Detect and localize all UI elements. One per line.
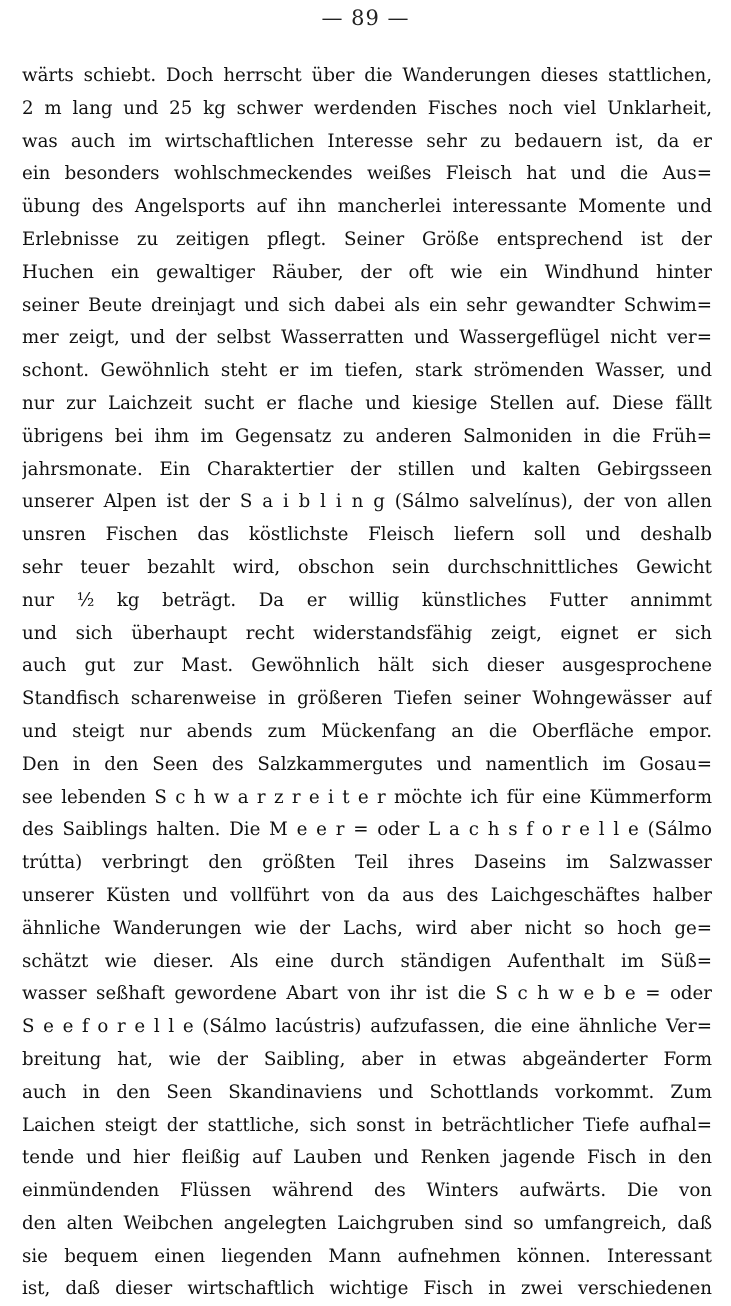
text-line: unserer Küsten und vollführt von da aus des Laichgeschäftes halber: [22, 884, 712, 906]
text-line: breitung hat, wie der Saibling, aber in etwas abgeänderter Form: [22, 1048, 712, 1070]
text-line: seiner Beute dreinjagt und sich dabei als ein sehr gewandter Schwim=: [22, 294, 712, 316]
text-line: einmündenden Flüssen während des Winters aufwärts. Die von: [22, 1180, 712, 1202]
text-line: S e e f o r e l l e (Sálmo lacústris) aufzufassen, die eine ähnliche Ver=: [22, 1016, 712, 1038]
text-line: see lebenden S c h w a r z r e i t e r möchte ich für eine Kümmerform: [22, 786, 712, 808]
text-line: wasser seßhaft gewordene Abart von ihr ist die S c h w e b e = oder: [22, 983, 712, 1005]
text-line: des Saiblings halten. Die M e e r = oder L a c h s f o r e l l e (Sálmo: [22, 819, 712, 841]
text-line: und sich überhaupt recht widerstandsfähig zeigt, eignet er sich: [22, 622, 712, 644]
text-line: ähnliche Wanderungen wie der Lachs, wird aber nicht so hoch ge=: [22, 917, 712, 939]
page-number: — 89 —: [321, 6, 410, 30]
text-line: und steigt nur abends zum Mückenfang an die Oberfläche empor.: [22, 720, 712, 742]
text-line: ein besonders wohlschmeckendes weißes Fleisch hat und die Aus=: [22, 163, 712, 185]
text-line: sie bequem einen liegenden Mann aufnehmen können. Interessant: [22, 1245, 712, 1267]
text-line: übrigens bei ihm im Gegensatz zu anderen Salmoniden in die Früh=: [22, 425, 712, 447]
text-line: was auch im wirtschaftlichen Interesse sehr zu bedauern ist, da er: [22, 130, 712, 152]
text-line: Standfisch scharenweise in größeren Tiefen seiner Wohngewässer auf: [22, 688, 712, 710]
text-line: unsren Fischen das köstlichste Fleisch liefern soll und deshalb: [22, 524, 712, 546]
text-line: Laichen steigt der stattliche, sich sonst in beträchtlicher Tiefe aufhal=: [22, 1114, 712, 1136]
text-line: 2 m lang und 25 kg schwer werdenden Fisches noch viel Unklarheit,: [22, 97, 712, 119]
text-line: ist, daß dieser wirtschaftlich wichtige Fisch in zwei verschiedenen: [22, 1278, 712, 1300]
text-line: trútta) verbringt den größten Teil ihres Daseins im Salzwasser: [22, 852, 712, 874]
text-line: tende und hier fleißig auf Lauben und Renken jagende Fisch in den: [22, 1147, 712, 1169]
text-line: Erlebnisse zu zeitigen pflegt. Seiner Größe entsprechend ist der: [22, 228, 712, 250]
text-line: unserer Alpen ist der S a i b l i n g (Sálmo salvelínus), der von allen: [22, 491, 712, 513]
text-line: schont. Gewöhnlich steht er im tiefen, stark strömenden Wasser, und: [22, 360, 712, 382]
text-line: jahrsmonate. Ein Charaktertier der stillen und kalten Gebirgsseen: [22, 458, 712, 480]
text-line: wärts schiebt. Doch herrscht über die Wanderungen dieses stattlichen,: [22, 65, 712, 86]
text-line: auch in den Seen Skandinaviens und Schottlands vorkommt. Zum: [22, 1081, 712, 1103]
text-line: nur ½ kg beträgt. Da er willig künstliches Futter annimmt: [22, 589, 712, 611]
text-line: schätzt wie dieser. Als eine durch ständigen Aufenthalt im Süß=: [22, 950, 712, 972]
text-line: den alten Weibchen angelegten Laichgruben sind so umfangreich, daß: [22, 1212, 712, 1234]
text-line: mer zeigt, und der selbst Wasserratten und Wassergeflügel nicht ver=: [22, 327, 712, 349]
text-line: nur zur Laichzeit sucht er flache und kiesige Stellen auf. Diese fällt: [22, 392, 712, 414]
body-text: [22, 60, 712, 1306]
text-line: Den in den Seen des Salzkammergutes und namentlich im Gosau=: [22, 753, 712, 775]
text-line: übung des Angelsports auf ihn mancherlei interessante Momente und: [22, 196, 712, 218]
text-line: Huchen ein gewaltiger Räuber, der oft wie ein Windhund hinter: [22, 261, 712, 283]
text-line: sehr teuer bezahlt wird, obschon sein durchschnittliches Gewicht: [22, 556, 712, 578]
text-line: auch gut zur Mast. Gewöhnlich hält sich dieser ausgesprochene: [22, 655, 712, 677]
